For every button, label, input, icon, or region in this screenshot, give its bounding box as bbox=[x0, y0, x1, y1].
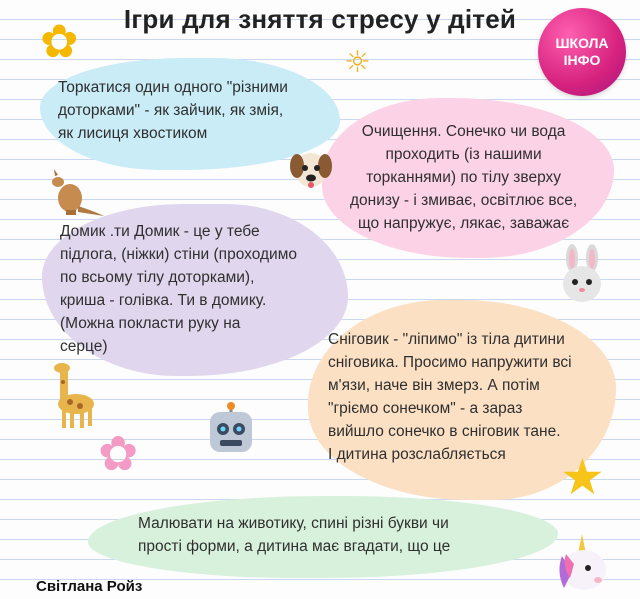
cherry-blossom-icon: ✿ bbox=[98, 426, 139, 482]
sun-behind-cloud-icon: ☼ bbox=[344, 45, 371, 80]
giraffe-icon bbox=[42, 360, 98, 433]
card-5-text: Малювати на животику, спині різні букви чи прості форми, а дитина має вгадати, що це bbox=[138, 515, 451, 555]
card-2-text: Очищення. Сонечко чи вода проходить (із нашими торканнями) по тілу зверху донизу - і змиває, освітлює все, що напружує, лякає, заважає bbox=[350, 123, 578, 232]
unicorn-icon bbox=[552, 532, 612, 597]
card-3-text: Домик .ти Домик - це у тебе підлога, (ніжки) стіни (проходимо по всьому тілу доторками), криша - голівка. Ти в домику. (Можна покласти руку на серце) bbox=[60, 223, 297, 355]
sunflower-icon: ✿ bbox=[40, 14, 79, 68]
star-icon: ★ bbox=[560, 448, 605, 506]
robot-icon bbox=[206, 402, 256, 463]
dog-face-icon bbox=[288, 146, 334, 195]
page-title: Ігри для зняття стресу у дітей bbox=[123, 4, 517, 34]
kangaroo-icon bbox=[48, 168, 106, 221]
logo-line-1: ШКОЛА bbox=[555, 35, 609, 51]
school-info-logo bbox=[538, 8, 626, 96]
rabbit-face-icon bbox=[556, 244, 608, 309]
logo-line-2: ІНФО bbox=[563, 52, 601, 68]
card-1-text: Торкатися один одного "різними доторками" - як зайчик, як змія, як лисиця хвостиком bbox=[58, 79, 288, 142]
card-4-text: Сніговик - "ліпимо" із тіла дитини сніговика. Просимо напружити всі м'язи, наче він змерз. А потім "гріємо сонечком" - а зараз вийшло сонечко в сніговик тане. І дитина розслабляється bbox=[328, 331, 572, 463]
author-name: Світлана Ройз bbox=[36, 578, 143, 595]
